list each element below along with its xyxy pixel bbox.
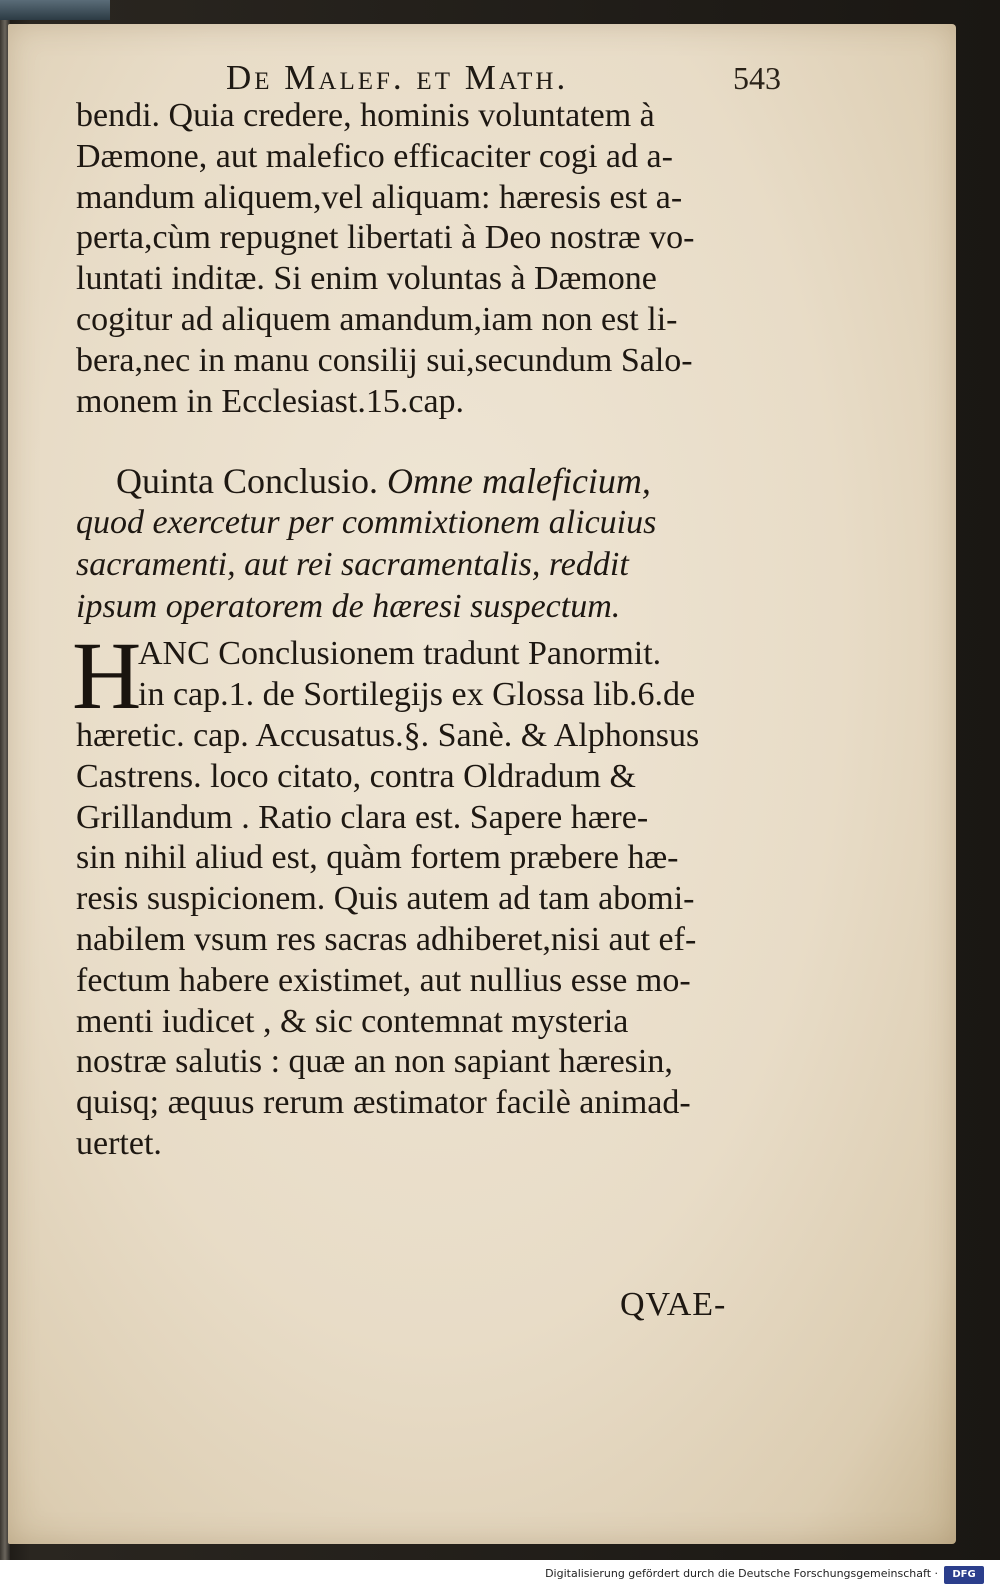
text-line: uertet. bbox=[76, 1124, 162, 1162]
text-line: quisq; æquus rerum æstimator facilè animad- bbox=[76, 1084, 691, 1122]
paragraph-1 bbox=[76, 96, 796, 422]
text-line: mandum aliquem,vel aliquam: hæresis est a- bbox=[76, 178, 683, 216]
text-block bbox=[72, 96, 796, 1165]
book-page bbox=[8, 24, 956, 1544]
text-line: Castrens. loco citato, contra Oldradum & bbox=[76, 757, 636, 795]
text-line: bera,nec in manu consilij sui,secundum Salo- bbox=[76, 341, 693, 379]
text-line: luntati inditæ. Si enim voluntas à Dæmone bbox=[76, 260, 657, 298]
funding-credit: Digitalisierung gefördert durch die Deutsche Forschungsgemeinschaft · bbox=[545, 1567, 938, 1580]
paragraph-2 bbox=[72, 622, 796, 1164]
text-line: menti iudicet , & sic contemnat mysteria bbox=[76, 1002, 629, 1040]
section-gap bbox=[76, 422, 796, 460]
conclusio-statement-start: Omne maleficium, bbox=[386, 461, 651, 502]
text-line: fectum habere existimet, aut nullius esse mo- bbox=[76, 961, 691, 999]
text-line: ANC Conclusionem tradunt Panormit. bbox=[138, 635, 662, 673]
drop-cap: H bbox=[72, 622, 142, 730]
text-line: in cap.1. de Sortilegijs ex Glossa lib.6.de bbox=[138, 676, 696, 714]
text-line: nostræ salutis : quæ an non sapiant hæresin, bbox=[76, 1043, 673, 1081]
top-binding-strip bbox=[0, 0, 110, 20]
text-line: resis suspicionem. Quis autem ad tam abomi- bbox=[76, 880, 695, 918]
dfg-logo: DFG bbox=[944, 1566, 984, 1584]
conclusio-section bbox=[76, 460, 796, 628]
conclusio-heading bbox=[76, 460, 796, 502]
text-line: nabilem vsum res sacras adhiberet,nisi aut ef- bbox=[76, 920, 697, 958]
text-line: Grillandum . Ratio clara est. Sapere hære- bbox=[76, 798, 649, 836]
conclusio-statement-line: sacramenti, aut rei sacramentalis, reddit bbox=[76, 546, 629, 584]
running-head: De Malef. et Math. bbox=[226, 58, 569, 97]
text-line: hæretic. cap. Accusatus.§. Sanè. & Alphonsus bbox=[76, 716, 700, 754]
page-number: 543 bbox=[733, 60, 781, 96]
text-line: bendi. Quia credere, hominis voluntatem à bbox=[76, 97, 655, 134]
text-line: cogitur ad aliquem amandum,iam non est li- bbox=[76, 300, 678, 338]
text-line: sin nihil aliud est, quàm fortem præbere hæ- bbox=[76, 839, 679, 877]
conclusio-title: Quinta Conclusio. bbox=[116, 461, 378, 502]
text-line: Dæmone, aut malefico efficaciter cogi ad a- bbox=[76, 137, 673, 175]
catchword: QVAE- bbox=[620, 1286, 727, 1323]
text-line: monem in Ecclesiast.15.cap. bbox=[76, 382, 465, 420]
conclusio-statement-line: ipsum operatorem de hæresi suspectum. bbox=[76, 588, 621, 626]
conclusio-statement-line: quod exercetur per commixtionem alicuius bbox=[76, 504, 657, 542]
digitization-footer bbox=[0, 1560, 1000, 1592]
text-line: perta,cùm repugnet libertati à Deo nostræ vo- bbox=[76, 219, 695, 257]
